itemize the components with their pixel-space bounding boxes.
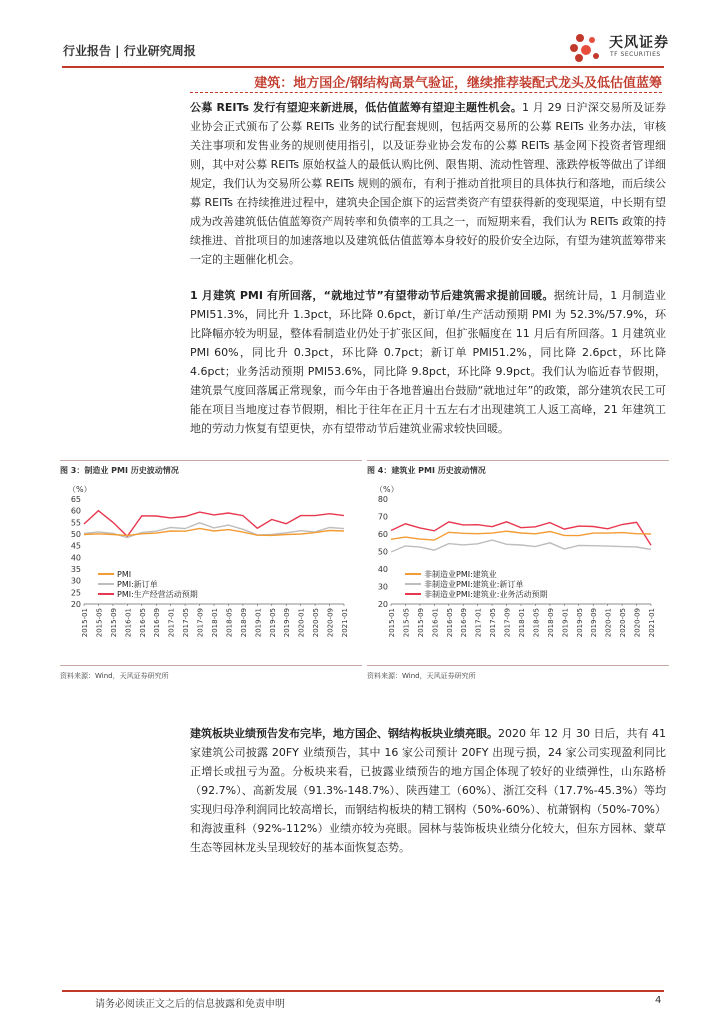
chart-manufacturing-pmi [60,481,360,663]
x-tick-label: 2015-09 [416,608,425,638]
figure-bottom-divider [367,665,669,666]
paragraph-lead: 建筑板块业绩预告发布完毕，地方国企、钢结构板块业绩亮眼。 [190,727,499,740]
legend-label: PMI:生产经营活动预期 [117,590,198,599]
y-tick-label: 80 [377,495,388,504]
section-title: 建筑：地方国企/钢结构高景气验证，继续推荐装配式龙头及低估值蓝筹 [254,76,662,91]
x-tick-label: 2015-05 [402,608,411,638]
y-tick-label: 20 [377,600,388,609]
x-tick-label: 2016-05 [138,608,147,638]
x-tick-label: 2015-01 [388,608,396,638]
y-tick-label: 60 [70,506,81,516]
x-tick-label: 2016-09 [153,608,162,638]
y-tick-label: 65 [70,495,81,504]
x-tick-label: 2019-01 [254,608,263,638]
x-tick-label: 2021-01 [341,608,349,638]
x-tick-label: 2017-05 [489,608,498,638]
paragraph-earnings [190,724,666,857]
company-name-en: TF SECURITIES [610,51,661,58]
paragraph-body: 据统计局，1 月制造业 PMI51.3%，同比升 1.3pct，环比降 0.6pct，新订单/生产活动预期 PMI 为 52.3%/57.9%，环比降幅亦较为明显，整体看制造业仍处于扩张区间，但扩张幅度在 11 月后有所回落。1 月建筑业 PMI 60%，同比升 0.3pct，环比降 0.7pct；新订单 PMI51.2%，同比降 2.6pct，环比降 4.6pct；业务活动预期 PMI53.6%，同比降 9.8pct，环比降 9.9pct。我们认为临近春节假期，建筑景气度回落属正常现象，而今年由于各地普遍出台鼓励“就地过年”的政策，部分建筑农民工可能在项目当地度过春节假期，相比于往年在正月十五左右才出现建筑工人返工高峰，21 年建筑工地的劳动力恢复有望更快，亦有望带动节后建筑业需求较快回暖。 [190,289,667,435]
x-tick-label: 2016-01 [124,608,133,638]
y-tick-label: 50 [70,530,81,539]
figure-source: 资料来源：Wind，天风证券研究所 [60,672,169,680]
y-tick-label: 40 [377,565,388,574]
x-tick-label: 2015-01 [81,608,89,638]
x-tick-label: 2018-05 [532,608,541,638]
figure-manufacturing-pmi [60,460,362,686]
paragraph-reits [190,98,666,269]
x-tick-label: 2019-05 [575,608,584,638]
x-tick-label: 2020-05 [312,608,321,638]
x-tick-label: 2020-09 [326,608,335,638]
x-tick-label: 2020-05 [619,608,628,638]
x-tick-label: 2018-01 [518,608,526,638]
x-tick-label: 2017-01 [474,608,483,638]
x-tick-label: 2017-09 [196,608,205,638]
paragraph-body: 2020 年 12 月 30 日后，共有 41 家建筑公司披露 20FY 业绩预告，其中 16 家公司预计 20FY 出现亏损，24 家公司实现盈利同比正增长或扭亏为盈。分板块来看，已披露业绩预告的地方国企体现了较好的业绩弹性，山东路桥（92.7%）、高新发展（91.3%-148.7%）、陕西建工（60%）、浙江交科（17.7%-45.3%）等均实现归母净利润同比较高增长，而钢结构板块的精工钢构（50%-60%）、杭萧钢构（50%-70%）和海波重科（92%-112%）业绩亦较为亮眼。园林与装饰板块业绩分化较大，但东方园林、蒙草生态等园林龙头呈现较好的基本面恢复态势。 [190,727,667,854]
legend-label: PMI:新订单 [117,580,158,589]
x-tick-label: 2020-01 [604,608,613,638]
x-tick-label: 2018-01 [211,608,219,638]
x-tick-label: 2019-09 [590,608,599,638]
x-tick-label: 2016-09 [460,608,469,638]
paragraph-pmi [190,286,666,438]
x-tick-label: 2019-01 [561,608,570,638]
section-title-divider [190,92,662,93]
x-tick-label: 2021-01 [648,608,656,638]
chart-construction-pmi [367,481,667,663]
y-tick-label: 35 [70,565,81,574]
y-axis-unit: （%） [68,485,92,494]
series-line [391,531,651,540]
y-tick-label: 25 [70,588,81,598]
x-tick-label: 2016-05 [445,608,454,638]
x-tick-label: 2017-09 [503,608,512,638]
y-axis-unit: （%） [375,485,399,494]
x-tick-label: 2020-01 [297,608,306,638]
legend-label: PMI [117,570,132,579]
figure-construction-pmi [367,460,669,686]
figure-title: 图 4：建筑业 PMI 历史波动情况 [367,466,486,475]
paragraph-lead: 公募 REITs 发行有望迎来新进展，低估值蓝筹有望迎主题性机会。 [190,101,523,114]
page-number: 4 [655,995,662,1006]
x-tick-label: 2018-09 [546,608,555,638]
y-tick-label: 20 [70,600,81,609]
legend-label: 非制造业PMI:建筑业:业务活动预期 [424,590,548,599]
figure-title: 图 3：制造业 PMI 历史波动情况 [60,466,179,475]
series-line [391,540,651,552]
figure-bottom-divider [60,665,362,666]
y-tick-label: 70 [377,512,388,522]
series-line [84,511,344,537]
x-tick-label: 2015-09 [109,608,118,638]
x-tick-label: 2015-05 [95,608,104,638]
x-tick-label: 2018-05 [225,608,234,638]
y-tick-label: 60 [377,530,388,539]
figure-source: 资料来源：Wind，天风证券研究所 [367,672,476,680]
x-tick-label: 2019-09 [283,608,292,638]
y-tick-label: 30 [377,582,388,592]
x-tick-label: 2019-05 [268,608,277,638]
x-tick-label: 2018-09 [239,608,248,638]
y-tick-label: 30 [70,576,81,586]
legend-label: 非制造业PMI:建筑业 [424,570,497,579]
footer-disclaimer: 请务必阅读正文之后的信息披露和免责申明 [95,999,285,1010]
y-tick-label: 45 [70,541,81,551]
paragraph-lead: 1 月建筑 PMI 有所回落，“就地过节”有望带动节后建筑需求提前回暖。 [190,289,554,302]
company-name: 天风证券 [609,35,669,51]
x-tick-label: 2016-01 [431,608,440,638]
y-tick-label: 55 [70,518,81,528]
header-divider [62,66,664,68]
footer-divider [62,990,664,992]
x-tick-label: 2017-01 [167,608,176,638]
y-tick-label: 50 [377,547,388,557]
x-tick-label: 2020-09 [633,608,642,638]
legend-label: 非制造业PMI:建筑业:新订单 [424,580,524,589]
report-category: 行业报告 | 行业研究周报 [63,44,196,58]
paragraph-body: 1 月 29 日沪深交易所及证券业协会正式颁布了公募 REITs 业务的试行配套规则，包括两交易所的公募 REITs 业务办法，审核关注事项和发售业务的规则使用指引，以及证券业协会发布的公募 REITs 基金网下投资者管理细则，其中对公募 REITs 原始权益人的最低认购比例、限售期、流动性管理、涨跌停板等做出了详细规定，我们认为交易所公募 REITs 规则的颁布，有利于推动首批项目的具体执行和落地，而后续公募 REITs 在持续推进过程中，建筑央企国企旗下的运营类资产有望获得新的变现渠道，中长期有望成为改善建筑低估值蓝筹资产周转率和负债率的工具之一，而短期来看，我们认为 REITs 政策的持续推进、首批项目的加速落地以及建筑低估值蓝筹本身较好的股价安全边际，有望为建筑蓝筹带来一定的主题催化机会。 [190,101,666,266]
x-tick-label: 2017-05 [182,608,191,638]
y-tick-label: 40 [70,553,81,563]
